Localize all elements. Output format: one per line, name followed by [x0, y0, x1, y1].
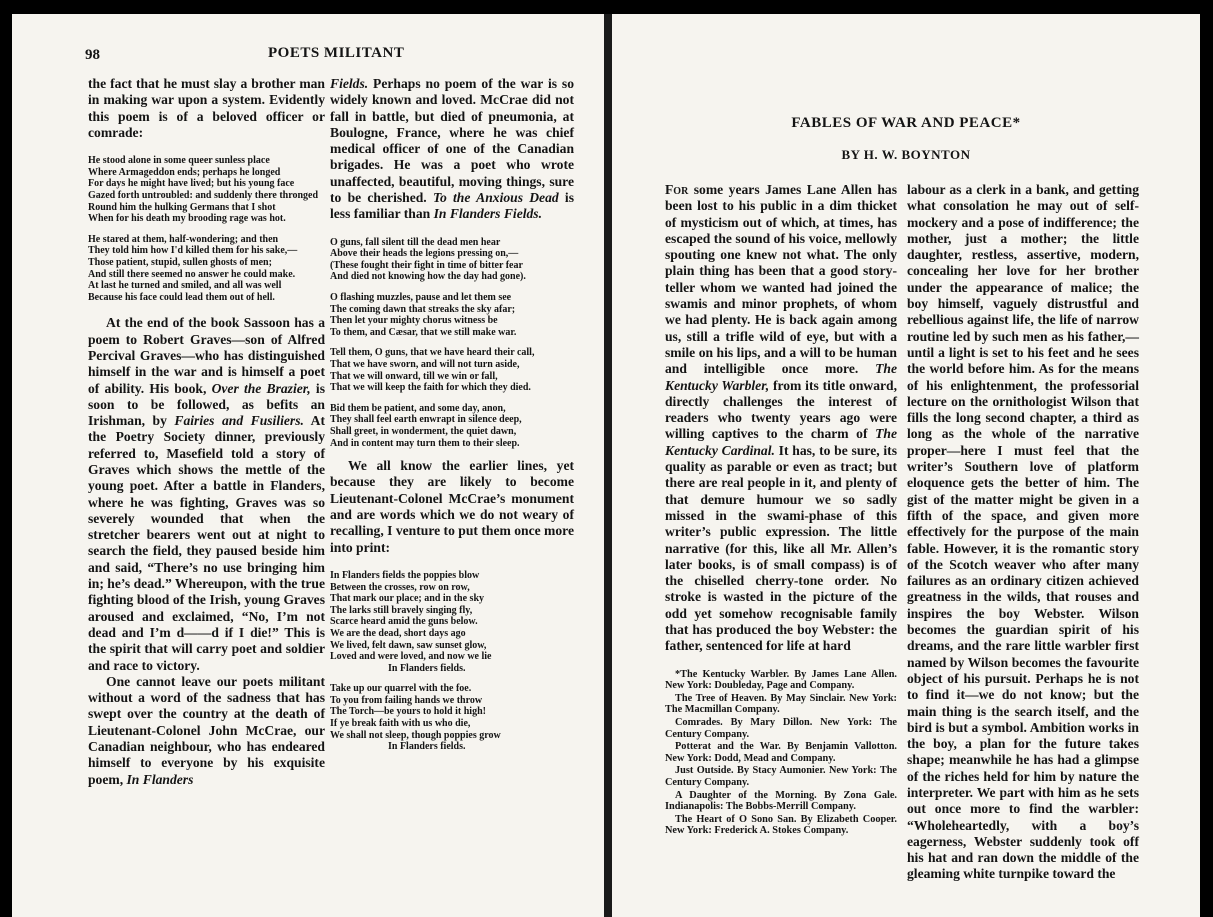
poem-line: He stood alone in some queer sunless place [88, 155, 270, 167]
poem-line: Between the crosses, row on row, [330, 581, 470, 593]
footnote: Potterat and the War. By Benjamin Vallotton. New York: Dodd, Mead and Company. [665, 741, 897, 764]
poem-line: They told him how I'd killed them for his sake,— [88, 245, 298, 257]
review-continuation: labour as a clerk in a bank, and getting what consolation he may out of self-mockery and a pose of indifference; the mother, just a mother; the little daughter, restless, assertive, modern, concealing her love for her brother under the appearance of malice; the boy himself, vaguely distrustful and rebellious against life, the life of narrow routine led by such men as his father,—until a light is set to his feet and he sees the world before him. As for the means of his enlightenment, the professorial lecture on the ornithologist Wilson that fills the long second chapter, a third as long as the whole of the narrative proper—here I must feel that the writer’s Southern love of platform eloquence gets the better of him. The gist of the matter might be given in a fifth of the space, and given more effectively for the purpose of the main fable. However, it is the romantic story of the Scotch weaver who after many failures as an ordinary citizen achieved greatness in the wilds, that rouses and inspires the boy Webster. Wilson becomes the guardian spirit of his dreams, and the rare little warbler first named by Wilson becomes the favourite object of his pursuit. Perhaps he is not to find it—we do not know; but the main thing is the search itself, and the bird is but a symbol. Ambition works in the boy, a plan for the future takes shape; meanwhile he has had a glimpse of the riches held for him by nature the interpreter. We part with him as he sets out once more to find the warbler: “Wholeheartedly, with a boy’s eagerness, Webster suddenly took off his hat and ran down the middle of the gleaming white turnpike toward the [907, 182, 1139, 882]
article-title: FABLES OF WAR AND PEACE* [791, 115, 1021, 131]
review-opening: For some years James Lane Allen has been lost to his public in a dim thicket of mysticism out of which, at times, has escaped the sound of his voice, mellowly spouting one knew not what. The only plain thing has been that a good story-teller whom we wanted had joined the swamis and minor prophets, of whom we had plenty. He is back again among us, still a trifle wild of eye, but with a smile on his lips, and a will to be human and intelligible once more. The Kentucky Warbler, from its title onward, directly challenges the interest of readers who twenty years ago were willing captives to the charm of The Kentucky Cardinal. It has, to be sure, its quality as parable or even as tract; but there are real people in it, and plenty of that demure humour we so sadly missed in the swami-phase of this writer’s public expression. The little narrative (for this, like all Mr. Allen’s later books, is of small compass) is of the chiselled cherry-tone order. No stroke is wasted in the picture of the odd yet somehow recognisable family that has produced the boy Webster: the father, sentenced for life at hard [665, 182, 897, 654]
graves-paragraph: At the end of the book Sassoon has a poem to Robert Graves—son of Alfred Percival Graves—who has distinguished himself in the war and is himself a poet of ability. His book, Over the Brazier, is soon to be followed, as befits an Irishman, by Fairies and Fusiliers. At the Poetry Society dinner, previously referred to, Masefield told a story of Graves which shows the mettle of the young poet. After a battle in Flanders, where he was fighting, Graves was so severely wounded that when the stretcher bearers went out at night to search the field, they paused beside him and said, “There’s no use bringing him in; he’s dead.” Whereupon, with the true fighting blood of the Irish, young Graves aroused and exclaimed, “No, I’m not dead and I’m d——d if I die!” This is the spirit that will carry poet and soldier and race to victory. One cannot leave our poets militant without a word of the sadness that has swept over the country at the death of Lieutenant-Colonel John McCrae, our Canadian neighbour, who has endeared himself to everyone by his exquisite poem, In Flanders [88, 315, 325, 787]
poem-line: Where Armageddon ends; perhaps he longed [88, 166, 281, 178]
poem-line: (These fought their fight in time of bitter fear [330, 259, 523, 271]
poem-line: The Torch—be yours to hold it high! [330, 706, 486, 718]
poem-line: O flashing muzzles, pause and let them see [330, 292, 512, 304]
byline: BY H. W. BOYNTON [841, 147, 971, 162]
poem-line: For days he might have lived; but his young face [88, 178, 295, 190]
poem-line: Loved and were loved, and now we lie [330, 651, 492, 663]
footnote: A Daughter of the Morning. By Zona Gale. Indianapolis: The Bobbs-Merrill Company. [665, 789, 897, 813]
poem-line: That we will onward, till we win or fall, [330, 370, 498, 382]
left-column-2 [330, 76, 574, 762]
poem-line: That we will keep the faith for which they died. [330, 382, 531, 394]
poem-line: Then let your mighty chorus witness be [330, 315, 498, 327]
intro-paragraph: the fact that he must slay a brother man in making war upon a system. Evidently this poem is of a beloved officer or comrade: [88, 76, 325, 140]
poem-line: In Flanders fields. [388, 662, 466, 674]
poem-line: Because his face could lead them out of hell. [88, 291, 275, 303]
poem-line: If ye break faith with us who die, [330, 718, 471, 730]
right-page [612, 14, 1200, 917]
poem-line: Those patient, stupid, sullen ghosts of men; [88, 256, 272, 268]
poem-line: That we have sworn, and will not turn aside, [330, 359, 520, 371]
book-gutter [604, 14, 612, 917]
left-column-1 [88, 76, 325, 788]
poem-line: In Flanders fields. [388, 741, 466, 753]
earlier-lines-paragraph: We all know the earlier lines, yet because they are likely to become Lieutenant-Colonel McCrae’s monument and are words which we do not weary of recalling, I venture to put them once more into print: [330, 458, 574, 555]
poem-line: The coming dawn that streaks the sky afar; [330, 303, 516, 315]
footnote: Just Outside. By Stacy Aumonier. New York: The Century Company. [665, 765, 897, 788]
poem-line: Gazed forth untroubled: and suddenly there thronged [88, 189, 319, 201]
anxious-dead-poem [330, 237, 574, 450]
footnotes [665, 669, 897, 837]
poem-line: Tell them, O guns, that we have heard their call, [330, 347, 535, 359]
poem-line: When for his death my brooding rage was hot. [88, 213, 286, 225]
poem-line: And still there seemed no answer he could make. [88, 268, 296, 280]
poem-line: The larks still bravely singing fly, [330, 604, 473, 616]
footnote: Comrades. By Mary Dillon. New York: The Century Company. [665, 716, 897, 740]
poem-line: Bid them be patient, and some day, anon, [330, 402, 506, 414]
poem-line: And in content may turn them to their sleep. [330, 437, 520, 449]
footnote: The Heart of O Sono San. By Elizabeth Cooper. New York: Frederick A. Stokes Company. [665, 813, 897, 837]
poem-line: O guns, fall silent till the dead men hear [330, 236, 501, 248]
poem-line: We are the dead, short days ago [330, 627, 466, 639]
poem-line: That mark our place; and in the sky [330, 593, 485, 605]
poem-line: Shall greet, in wonderment, the quiet dawn, [330, 425, 517, 437]
poem-line: To them, and Cæsar, that we still make war. [330, 326, 517, 338]
footnote: The Tree of Heaven. By May Sinclair. New York: The Macmillan Company. [665, 692, 897, 716]
poem-line: Take up our quarrel with the foe. [330, 683, 472, 695]
poem-line: And died not knowing how the day had gone). [330, 271, 526, 283]
left-page [12, 14, 604, 917]
poem-line: Above their heads the legions pressing on,— [330, 248, 519, 260]
poem-line: We lived, felt dawn, saw sunset glow, [330, 639, 487, 651]
poem-line: In Flanders fields the poppies blow [330, 569, 480, 581]
poem-line: We shall not sleep, though poppies grow [330, 729, 501, 741]
footnote: *The Kentucky Warbler. By James Lane Allen. New York: Doubleday, Page and Company. [665, 668, 897, 692]
mccrae-paragraph: Fields. Perhaps no poem of the war is so widely known and loved. McCrae did not fall in battle, but died of pneumonia, at Boulogne, France, where he was chief medical officer of one of the Canadian brigades. He was a poet who wrote unaffected, beautiful, moving things, sure to be cherished. To the Anxious Dead is less familiar than In Flanders Fields. [330, 76, 574, 222]
poem-line: He stared at them, half-wondering; and then [88, 233, 279, 245]
poem-line: Scarce heard amid the guns below. [330, 616, 478, 628]
poem-line: Round him the hulking Germans that I shot [88, 201, 276, 213]
sassoon-poem [88, 155, 325, 303]
flanders-fields-poem [330, 570, 574, 753]
poem-line: They shall feel earth enwrapt in silence deep, [330, 414, 522, 426]
poem-line: To you from failing hands we throw [330, 694, 483, 706]
poem-line: At last he turned and smiled, and all was well [88, 280, 282, 292]
running-head: POETS MILITANT [268, 45, 405, 61]
right-column-2 [907, 182, 1139, 883]
page-number: 98 [85, 47, 100, 63]
right-column-1 [665, 182, 897, 838]
